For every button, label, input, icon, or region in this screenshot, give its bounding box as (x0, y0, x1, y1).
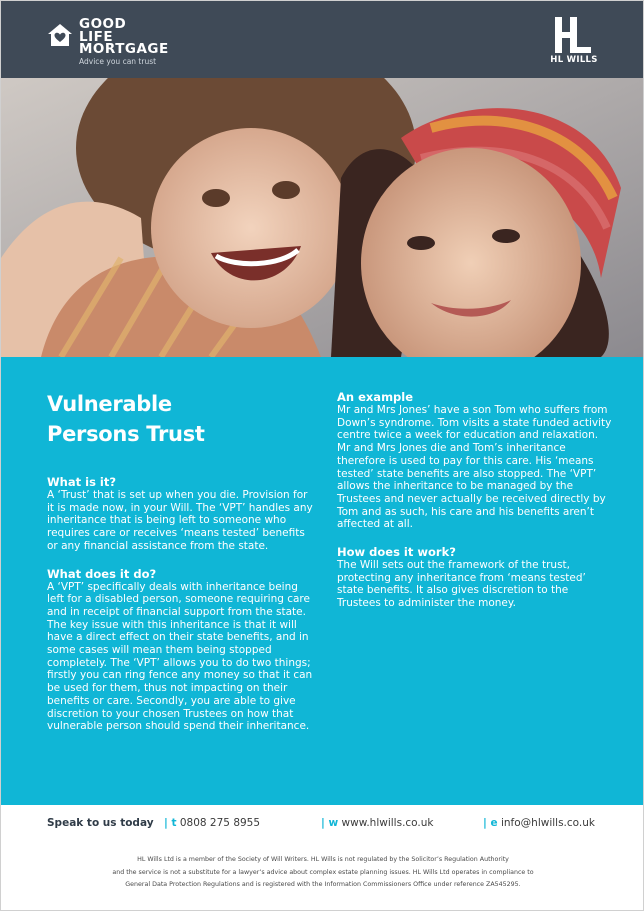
brand-name-line-3: MORTGAGE (79, 41, 169, 57)
page-title-line-1: Vulnerable (47, 392, 172, 416)
speak-to-us-label: Speak to us today (47, 817, 154, 829)
phone-number[interactable]: 0808 275 8955 (179, 817, 261, 829)
content-panel (1, 357, 644, 805)
brand-name-line-1: GOOD (79, 16, 127, 32)
separator: | (483, 817, 491, 829)
web-prefix: w (328, 817, 339, 829)
section-body-an-example: Mr and Mrs Jones’ have a son Tom who suffers from Down’s syndrome. Tom visits a state funded activity centre twice a week for education and relaxation. Mr and Mrs Jones die and Tom’s inheritance therefore is used to pay for this care. His ‘means tested’ state benefits are also stopped. The ‘VPT’ allows the inheritance to be managed by the Trustees and never actually be received directly by Tom and as such, his care and his benefits aren’t affected at all. (337, 404, 612, 531)
page-title-line-2: Persons Trust (47, 422, 205, 446)
legal-line-1: HL Wills Ltd is a member of the Society of Will Writers. HL Wills is not regulated by the Solicitor’s Regulation Authority (137, 856, 509, 863)
right-column (337, 390, 613, 610)
brand-name-line-2: LIFE (79, 28, 114, 45)
page-title (47, 389, 205, 449)
separator: | (321, 817, 329, 829)
section-heading-an-example: An example (337, 390, 414, 404)
brand-tagline: Advice you can trust (79, 57, 157, 66)
section-body-what-is-it: A ‘Trust’ that is set up when you die. Provision for it is made now, in your Will. The ‘VPT’ handles any inheritance that is being left to someone who requires care or receives ‘means tested’ benefits or any financial assistance from the state. (47, 489, 313, 552)
left-column (47, 475, 317, 733)
phone-prefix: t (171, 817, 177, 829)
section-heading-what-is-it: What is it? (47, 475, 117, 489)
hl-wills-logo (550, 17, 598, 67)
separator: | (164, 817, 172, 829)
email-link[interactable]: info@hlwills.co.uk (500, 817, 595, 829)
legal-footer (61, 854, 585, 892)
section-heading-what-does-it-do: What does it do? (47, 566, 157, 581)
family-photo-icon (1, 78, 644, 357)
phone-contact[interactable] (164, 817, 260, 829)
section-body-how-does-it-work: The Will sets out the framework of the trust, protecting any inheritance from ‘means tested’ state benefits. It also gives discretion to the Trustees to administer the money. (337, 559, 586, 610)
web-contact[interactable] (321, 817, 434, 829)
hero-photo (1, 78, 644, 357)
website-link[interactable]: www.hlwills.co.uk (341, 817, 434, 829)
section-body-what-does-it-do: A ‘VPT’ specifically deals with inheritance being left for a disabled person, someone requiring care and in receipt of financial support from the state. The key issue with this inheritance is that it will have a direct effect on their state benefits, and in some cases will mean them being stopped completely. The ‘VPT’ allows you to do two things; firstly you can ring fence any money so that it can be used for them, thus not impacting on their benefits or care. Secondly, you are able to give discretion to your chosen Trustees on how that vulnerable person should spend their inheritance. (47, 580, 313, 733)
header-bar (1, 1, 644, 78)
legal-line-3: General Data Protection Regulations and is registered with the Information Commissioners Office under reference ZA545295. (125, 881, 521, 888)
legal-line-2: and the service is not a substitute for a lawyer’s advice about complex estate planning issues. HL Wills Ltd operates in compliance to (112, 868, 534, 876)
brand-name (79, 18, 169, 56)
house-heart-icon (47, 23, 73, 47)
contact-bar (1, 805, 644, 843)
email-contact[interactable] (483, 817, 595, 829)
email-prefix: e (490, 817, 498, 829)
section-heading-how-does-it-work: How does it work? (337, 545, 456, 560)
hl-monogram-icon (553, 17, 593, 53)
company-logo-text: HL WILLS (550, 55, 598, 65)
